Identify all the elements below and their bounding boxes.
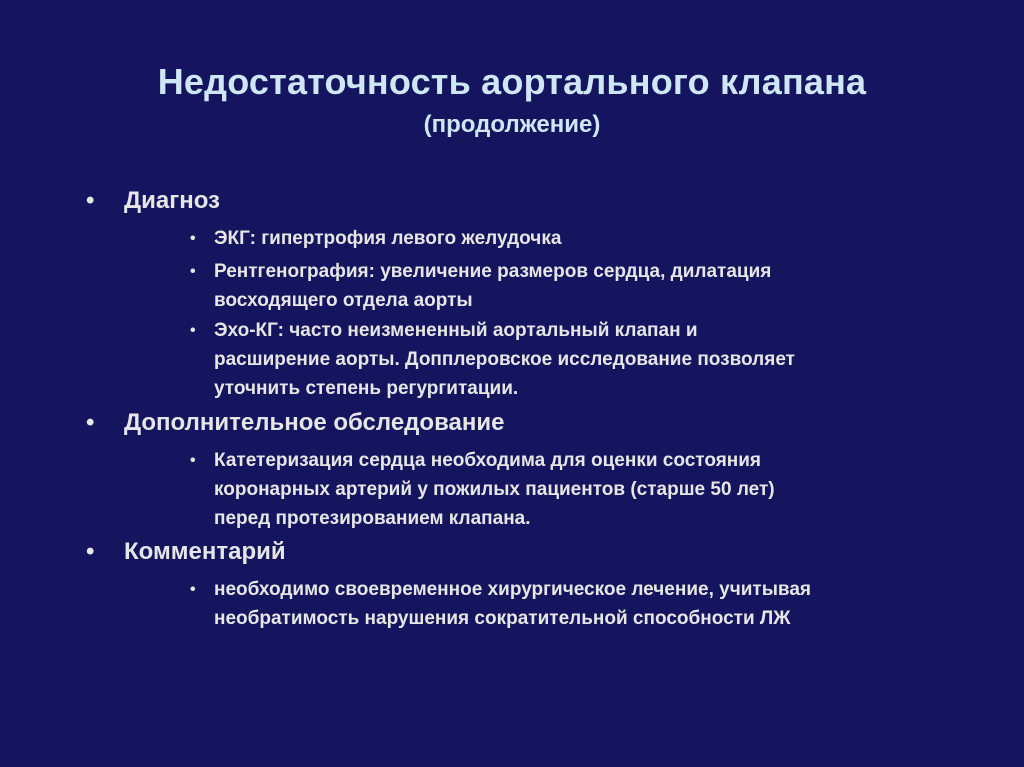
section-heading-text: Комментарий	[124, 538, 286, 565]
bullet-icon: •	[190, 230, 196, 247]
list-item-text: Рентгенография: увеличение размеров сердца, дилатация восходящего отдела аорты	[214, 261, 772, 311]
list-item	[190, 224, 990, 253]
section-heading-text: Дополнительное обследование	[124, 409, 505, 436]
list-item-text: необходимо своевременное хирургическое лечение, учитывая необратимость нарушения сократительной способности ЛЖ	[214, 579, 812, 629]
list-item-text: Эхо-КГ: часто неизмененный аортальный клапан и расширение аорты. Допплеровское исследование позволяет уточнить степень регургитации.	[214, 320, 795, 399]
bullet-icon: •	[190, 322, 196, 339]
list-item-text: ЭКГ: гипертрофия левого желудочка	[214, 228, 562, 249]
list-item	[190, 257, 990, 315]
section-heading-text: Диагноз	[124, 187, 220, 214]
bullet-icon: •	[190, 452, 196, 469]
list-item	[190, 446, 990, 533]
bullet-icon: •	[86, 538, 95, 565]
slide-title: Недостаточность аортального клапана	[157, 61, 867, 102]
list-item	[190, 316, 990, 403]
bullet-icon: •	[86, 409, 95, 436]
slide-subtitle: (продолжение)	[423, 111, 601, 138]
bullet-icon: •	[190, 263, 196, 280]
bullet-icon: •	[190, 581, 196, 598]
bullet-icon: •	[86, 187, 95, 214]
list-item	[190, 575, 990, 633]
list-item-text: Катетеризация сердца необходима для оценки состояния коронарных артерий у пожилых пациентов (старше 50 лет) перед протезированием клапана.	[214, 450, 775, 529]
